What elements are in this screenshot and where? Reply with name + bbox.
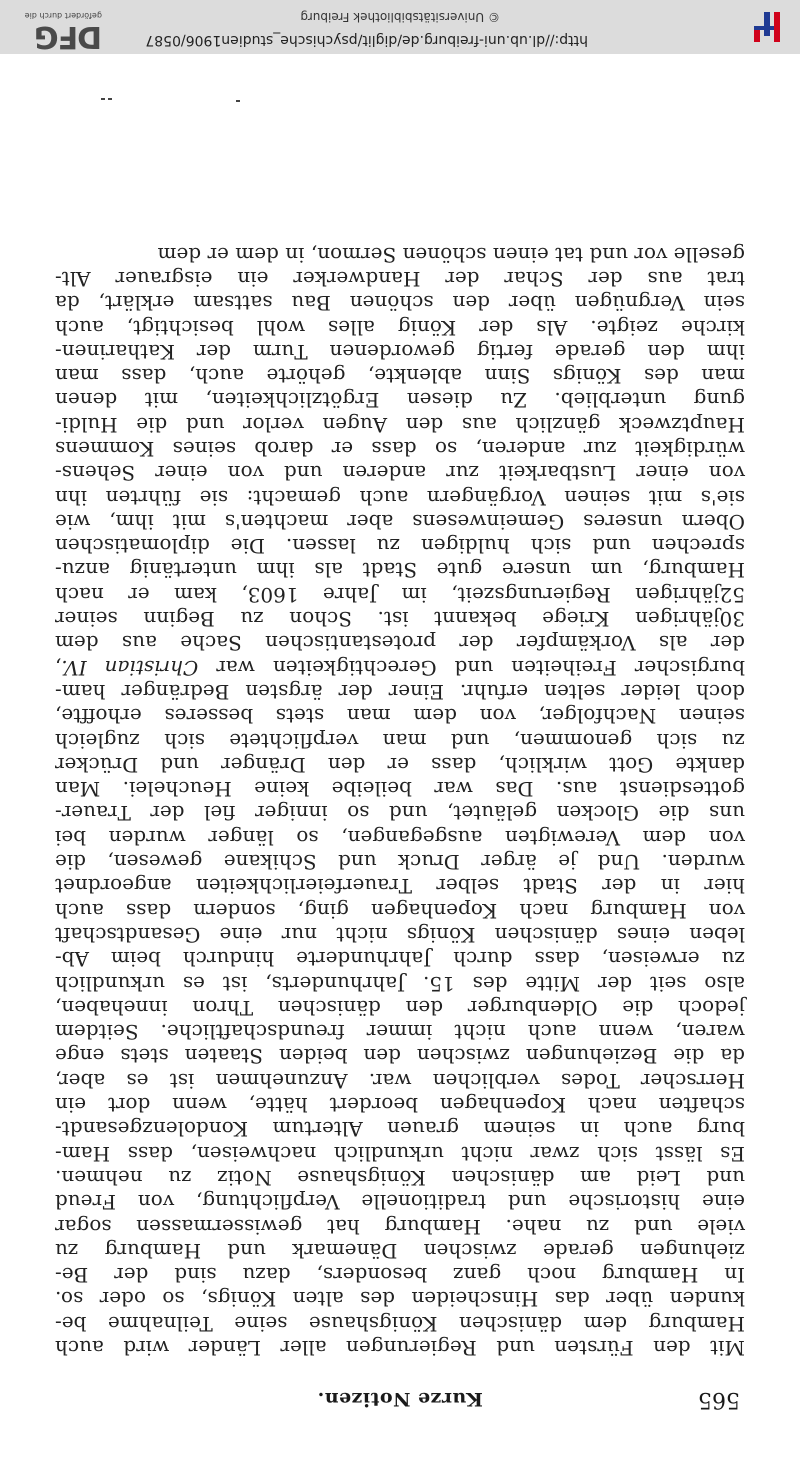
text-line: Obern unseres Gemeinwesens aber machten's mit ihm, wie [55,509,745,534]
stray-ink-mark [101,98,105,100]
text-line: ihm den gerade fertig gewordenen Turm der Katharinen- [55,339,745,364]
text-line: gung unterblieb. Zu diesen Ergötzlichkeiten, mit denen [55,388,745,413]
text-line: geselle vor und tat einen schönen Sermon, in dem er dem [157,242,745,267]
text-line: also seit der Mitte des 15. Jahrhunderts, ist es urkundlich [55,971,745,996]
text-line: kunden über das Hinscheiden des alten Königs, so oder so. [55,1287,745,1312]
text-line: viele und zu nahe. Hamburg hat gewissermassen sogar [55,1214,745,1239]
stray-ink-mark [236,100,240,102]
text-line: trat aus der Schar der Handwerker ein eisgrauer Alt- [55,266,745,291]
text-line: sein Vergnügen über den schönen Bau sattsam erklärt, da [55,291,745,316]
footer-bar [0,0,800,54]
text-line: doch leider selten erfuhr. Einer der ärgsten Bedränger ham- [55,679,745,704]
text-line: wurden. Und je ärger Druck und Schikane gewesen, die [55,850,745,875]
text-line: burgischer Freiheiten und Gerechtigkeiten war Christian IV., [55,655,745,680]
body-text [55,242,745,1360]
footer-url[interactable]: http://dl.ub.uni-freiburg.de/diglit/psychische_studien1906/0587 [145,32,588,48]
text-line: uns die Glocken geläutet, und so inniger fiel der Trauer- [55,801,745,826]
text-line: sprechen und sich huldigen zu lassen. Die diplomatischen [55,534,745,559]
text-line: Hamburg, um unsere gute Stadt als ihm untertänig anzu- [55,558,745,583]
text-line: Herrscher Todes verblichen war. Anzunehmen ist es aber, [55,1068,745,1093]
text-line: burg auch in seinem grauen Altertum Kondolenzgesandt- [55,1117,745,1142]
text-line: waren, wenn auch nicht immer freundschaftliche. Seitdem [55,1020,745,1045]
text-line: zu sich genommen, und man verpflichtete sich zugleich [55,728,745,753]
text-line: da die Beziehungen zwischen den beiden Staaten stets enge [55,1044,745,1069]
text-line: hier in der Stadt selber Trauerfeierlichkeiten angeordnet [55,874,745,899]
text-line: der als Vorkämpfer der protestantischen Sache aus dem [55,631,745,656]
footer-copyright: © Universitätsbibliothek Freiburg [300,10,500,24]
text-line: In Hamburg noch ganz besonders, dazu sind der Be- [55,1263,745,1288]
text-line: ziehungen gerade zwischen Dänemark und Hamburg zu [55,1238,745,1263]
dfg-tagline: gefördert durch die [24,11,102,20]
text-line: gottesdienst aus. Das war beileibe keine Heuchelei. Man [55,777,745,802]
text-line: kirche zeigte. Als der König alles wohl besichtigt, auch [55,315,745,340]
dfg-logo [6,2,102,52]
text-line: jedoch die Oldenburger den dänischen Thron innehaben, [55,995,745,1020]
text-line: man des Königs Sinn ablenkte, gehörte auch, dass man [55,364,745,389]
text-line: seinen Nachfolger, von dem man stets besseres erhoffte, [55,704,745,729]
text-line: leben eines dänischen Königs nicht nur eine Gesandtschaft [55,922,745,947]
text-line: Es lässt sich zwar nicht urkundlich nachweisen, dass Ham- [55,1141,745,1166]
text-line: Hauptzweck gänzlich aus den Augen verlor und die Huldi- [55,412,745,437]
italic-name: Christian IV. [61,655,199,680]
text-line: 52jährigen Regierungszeit, im Jahre 1603, kam er nach [55,582,745,607]
text-line: Mit den Fürsten und Regierungen aller Länder wird auch [55,1336,745,1360]
page-header [60,1372,740,1412]
page-number: 565 [698,1387,740,1412]
text-line: sie's mit seinen Vorgängern auch gemacht: sie führten ihn [55,485,745,510]
dfg-logo-text: DFG [34,19,102,54]
text-line: und Leid am dänischen Königshause Notiz zu nehmen. [55,1165,745,1190]
text-line: würdigkeit zur anderen, so dass er darob seines Kommens [55,437,745,462]
text-line: zu erweisen, dass durch Jahrhunderte hindurch beim Ab- [55,947,745,972]
text-line: von dem Verewigten ausgegangen, so länger wurden bei [55,825,745,850]
running-title: Kurze Notizen. [317,1388,483,1410]
text-line: 30jährigen Kriege bekannt ist. Schon zu Beginn seiner [55,607,745,632]
text-line: dankte Gott wirklich, dass er den Dränger und Drücker [55,752,745,777]
text-line: eine historische und traditionelle Verpflichtung, von Freud [55,1190,745,1215]
text-line: schaften nach Kopenhagen beordert hätte, wenn dort ein [55,1093,745,1118]
text-line: von Hamburg nach Kopenhagen ging, sondern dass auch [55,898,745,923]
text-line: von einer Lustbarkeit zur anderen und von einer Sehens- [55,461,745,486]
ub-freiburg-logo-icon [752,10,782,44]
stray-ink-mark [108,98,112,100]
text-line: Hamburg dem dänischen Königshause seine Teilnahme be- [55,1311,745,1336]
